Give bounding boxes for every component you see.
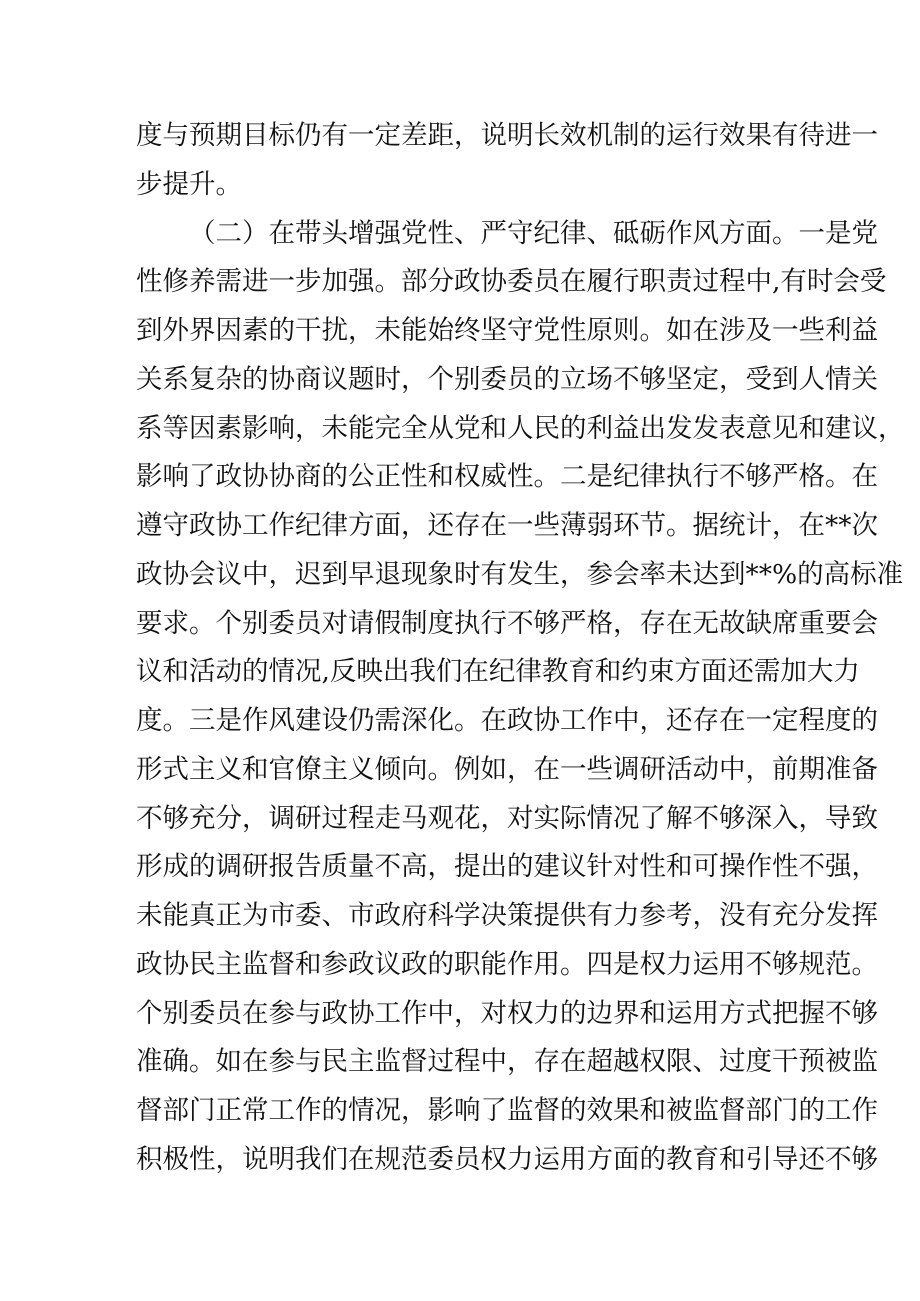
text-line: 积极性，说明我们在规范委员权力运用方面的教育和引导还不够 bbox=[136, 1143, 878, 1175]
text-line: 形成的调研报告质量不高，提出的建议针对性和可操作性不强， bbox=[136, 851, 878, 883]
text-line: 性修养需进一步加强。部分政协委员在履行职责过程中,有时会受 bbox=[136, 266, 887, 298]
text-line: 形式主义和官僚主义倾向。例如，在一些调研活动中，前期准备 bbox=[136, 753, 878, 785]
text-line: 度。三是作风建设仍需深化。在政协工作中，还存在一定程度的 bbox=[136, 705, 878, 736]
text-line: 步提升。 bbox=[136, 168, 242, 200]
text-line: 个别委员在参与政协工作中，对权力的边界和运用方式把握不够 bbox=[136, 997, 878, 1029]
text-line: 不够充分，调研过程走马观花，对实际情况了解不够深入，导致 bbox=[136, 802, 878, 834]
text-line: 未能真正为市委、市政府科学决策提供有力参考，没有充分发挥 bbox=[136, 900, 878, 931]
section-heading-line: （二）在带头增强党性、严守纪律、砥砺作风方面。一是党 bbox=[189, 217, 878, 249]
body-text bbox=[136, 112, 905, 1185]
text-line: 影响了政协协商的公正性和权威性。二是纪律执行不够严格。在 bbox=[136, 461, 878, 493]
text-line: 到外界因素的干扰，未能始终坚守党性原则。如在涉及一些利益 bbox=[136, 315, 878, 346]
text-line: 关系复杂的协商议题时，个别委员的立场不够坚定，受到人情关 bbox=[136, 363, 878, 395]
text-line: 政协民主监督和参政议政的职能作用。四是权力运用不够规范。 bbox=[136, 948, 878, 980]
text-line: 督部门正常工作的情况，影响了监督的效果和被监督部门的工作 bbox=[136, 1095, 878, 1126]
text-line: 系等因素影响，未能完全从党和人民的利益出发发表意见和建议， bbox=[136, 412, 905, 444]
text-line: 议和活动的情况,反映出我们在纪律教育和约束方面还需加大力 bbox=[136, 656, 860, 688]
text-line: 政协会议中，迟到早退现象时有发生，参会率未达到**%的高标准 bbox=[136, 558, 904, 590]
text-line: 准确。如在参与民主监督过程中，存在超越权限、过度干预被监 bbox=[136, 1046, 878, 1078]
text-line: 遵守政协工作纪律方面，还存在一些薄弱环节。据统计，在**次 bbox=[136, 510, 878, 541]
text-line: 要求。个别委员对请假制度执行不够严格，存在无故缺席重要会 bbox=[136, 607, 878, 639]
text-line: 度与预期目标仍有一定差距，说明长效机制的运行效果有待进一 bbox=[136, 120, 878, 151]
